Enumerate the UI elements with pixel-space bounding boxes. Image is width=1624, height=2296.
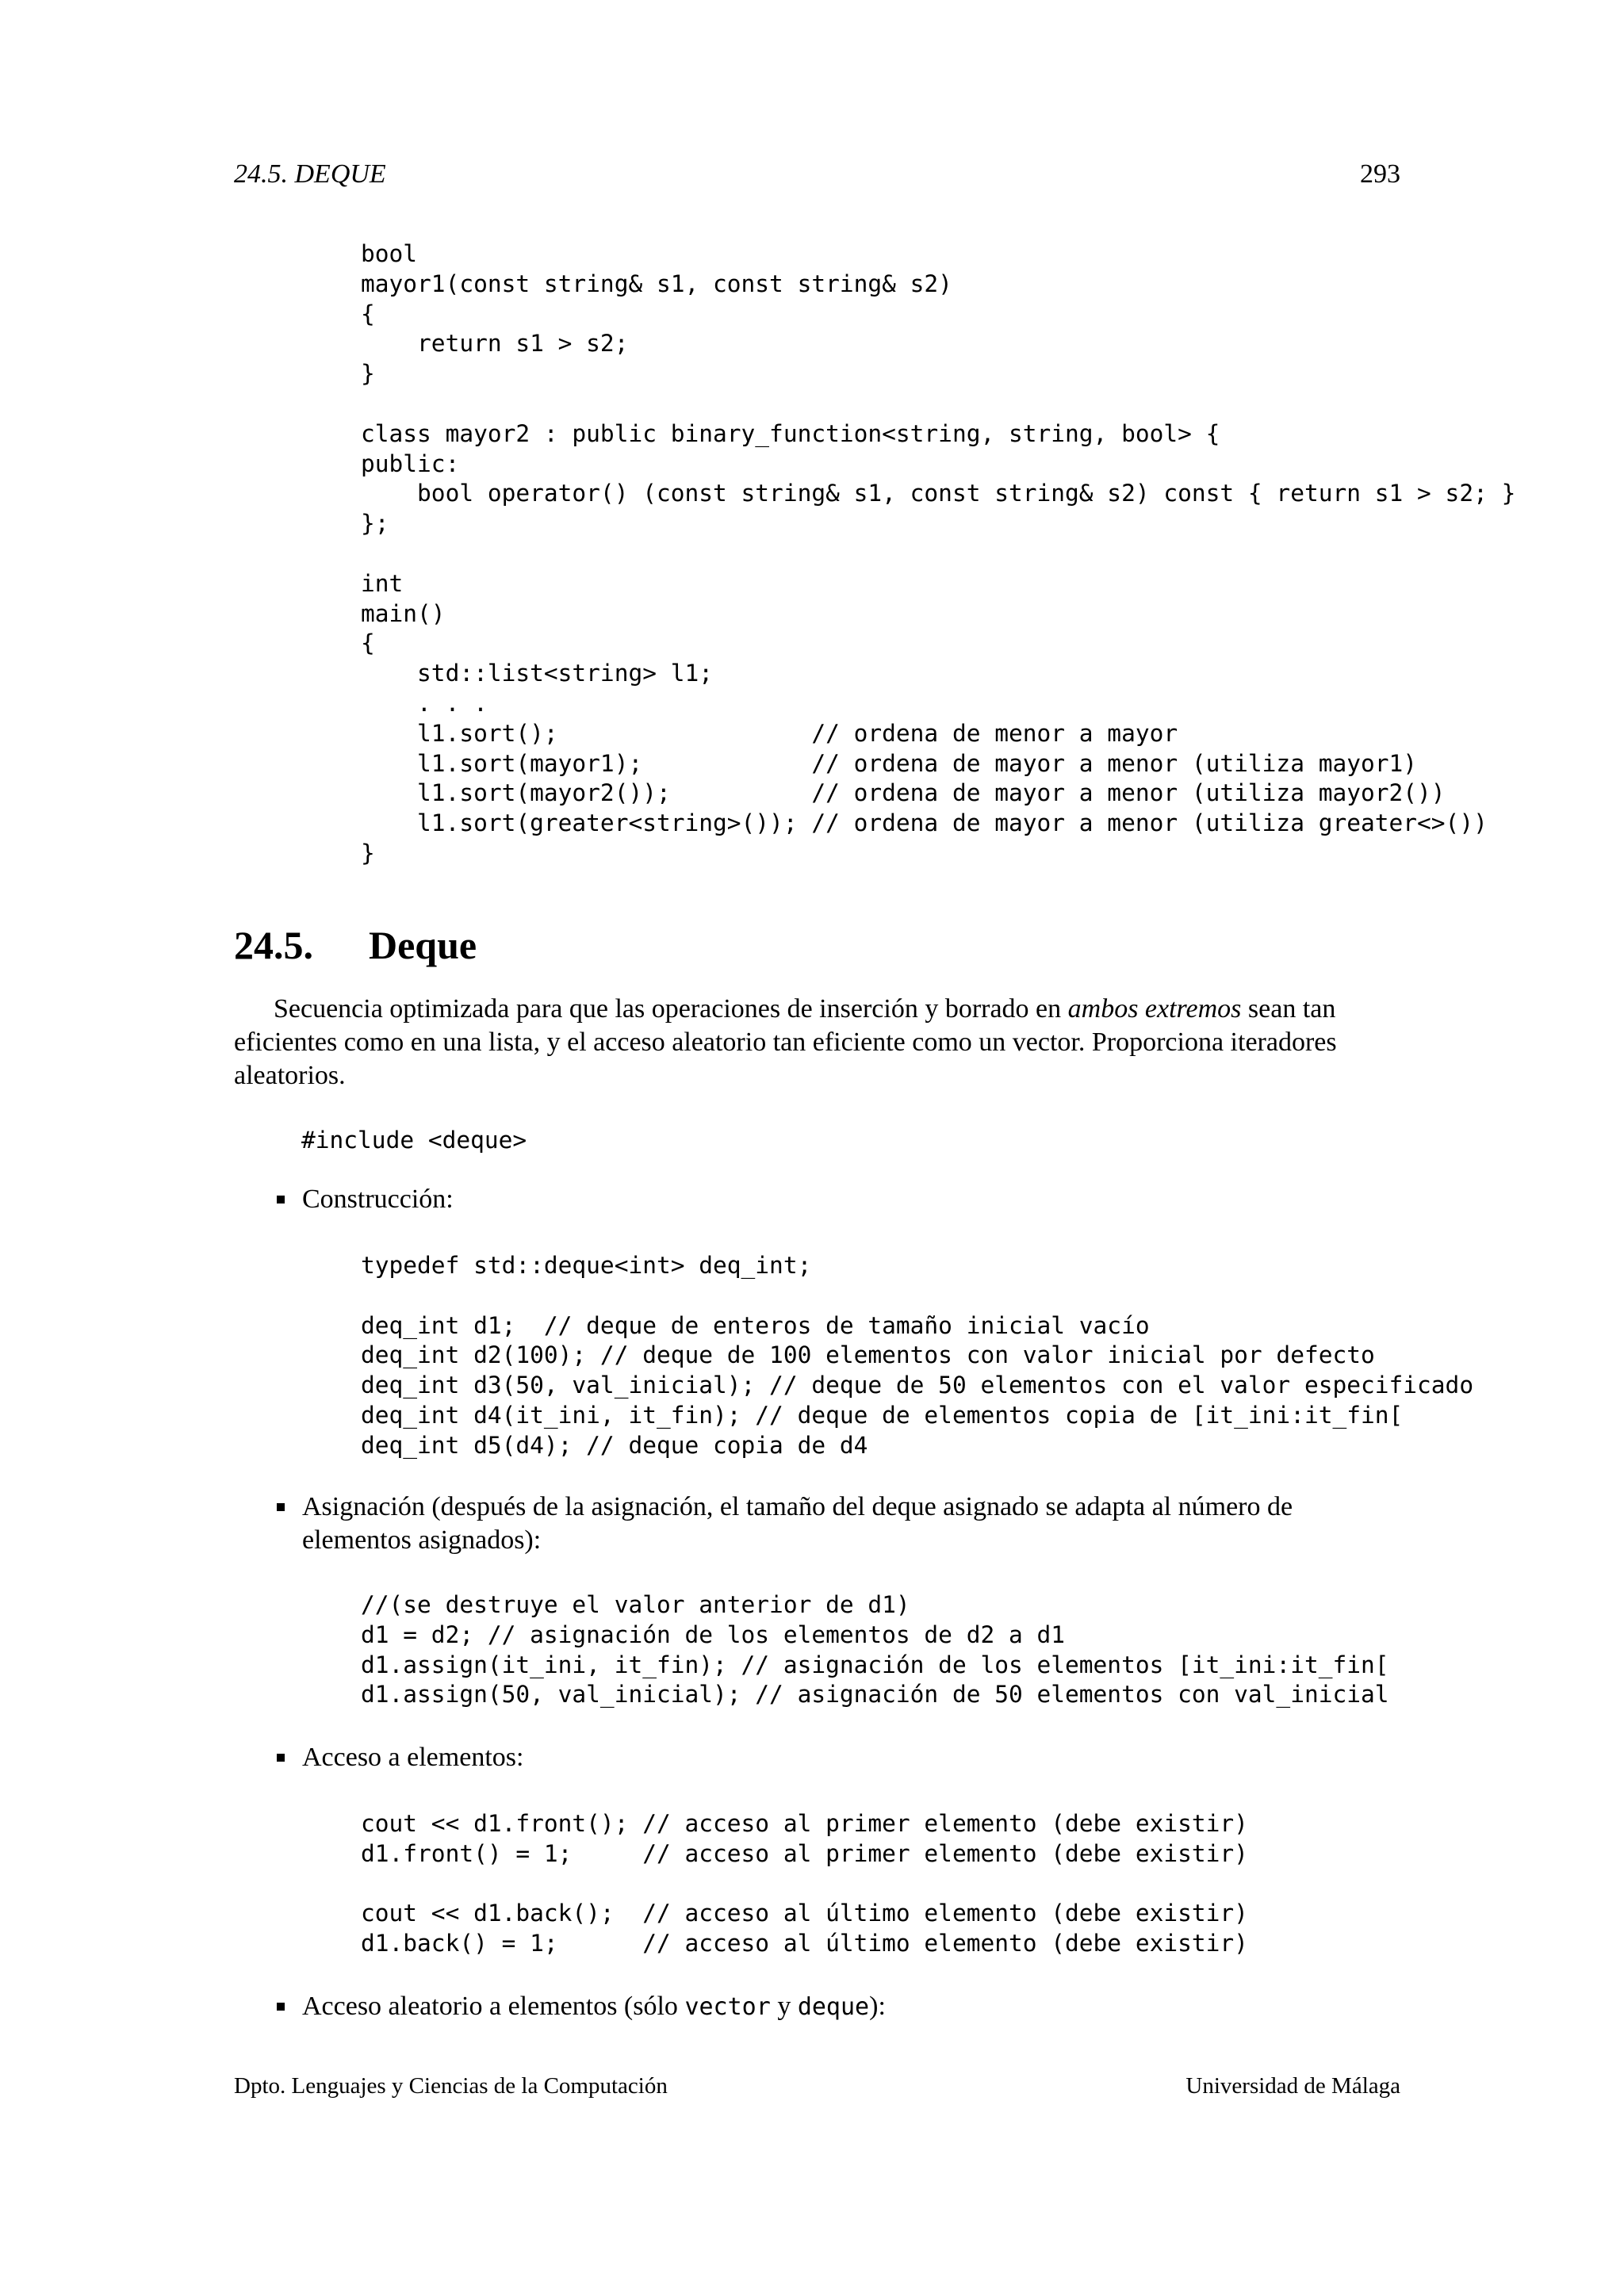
- intro-emphasis: ambos extremos: [1067, 994, 1242, 1024]
- inline-code-vector: vector: [684, 1993, 771, 2021]
- include-directive: #include <deque>: [301, 1127, 527, 1154]
- section-title: Deque: [369, 923, 477, 967]
- page-number: 293: [1360, 159, 1400, 189]
- bullet-label: Asignación (después de la asignación, el tamaño del deque asignado se adapta al número de elementos asignados):: [302, 1492, 1293, 1555]
- bullet-label: [302, 1990, 1403, 2024]
- bullet-label-mid: y: [770, 1992, 798, 2021]
- page-footer: [234, 2071, 1400, 2101]
- bullet-label-after: ):: [869, 1992, 886, 2021]
- section-heading: [234, 921, 477, 969]
- code-block-asignacion: //(se destruye el valor anterior de d1) d1 = d2; // asignación de los elementos de d2 a d1 d1.assign(it_ini, it_fin); // asignación de los elementos [it_ini:it_fin[ d1.assign(50, val_inicial); // asignación de 50 elementos con val_inicial: [361, 1591, 1389, 1709]
- bullet-marker: [277, 1503, 285, 1511]
- bullet-label-before: Acceso aleatorio a elementos (sólo: [302, 1992, 685, 2021]
- code-block-acceso: cout << d1.front(); // acceso al primer elemento (debe existir) d1.front() = 1; // acceso al primer elemento (debe existir) cout << d1.back(); // acceso al último elemento (debe existir) d1.back() = 1; // acceso al último elemento (debe existir): [361, 1810, 1248, 1957]
- running-header: [234, 157, 1400, 192]
- bullet-construccion: [277, 1183, 1403, 1216]
- bullet-marker: [277, 1196, 285, 1203]
- inline-code-deque: deque: [797, 1993, 870, 2021]
- footer-left: Dpto. Lenguajes y Ciencias de la Computación: [234, 2073, 668, 2099]
- footer-right: Universidad de Málaga: [1185, 2073, 1400, 2099]
- header-section-title: 24.5. DEQUE: [234, 159, 386, 189]
- intro-text-before: Secuencia optimizada para que las operaciones de inserción y borrado en: [274, 994, 1068, 1024]
- bullet-acceso-aleatorio: [277, 1990, 1403, 2024]
- bullet-label: Construcción:: [302, 1184, 454, 1214]
- intro-paragraph: [234, 993, 1401, 1093]
- intro-text-after: sean tan eficientes como en una lista, y el acceso aleatorio tan eficiente como un vector. Proporciona iteradores aleatorios.: [234, 994, 1337, 1090]
- bullet-marker: [277, 2003, 285, 2011]
- bullet-marker: [277, 1754, 285, 1762]
- code-block-sort-example: bool mayor1(const string& s1, const string& s2) { return s1 > s2; } class mayor2 : public binary_function<string, string, bool> { public: bool operator() (const string& s1, const string& s2) const { return s1 > s2; } }; int main() { std::list<string> l1; . . . l1.sort(); // ordena de menor a mayor l1.sort(mayor1); // ordena de mayor a menor (utiliza mayor1) l1.sort(mayor2()); // ordena de mayor a menor (utiliza mayor2()) l1.sort(greater<string>()); // ordena de mayor a menor (utiliza greater<>()) }: [361, 240, 1516, 867]
- bullet-acceso-elementos: [277, 1741, 1403, 1774]
- code-block-construccion: typedef std::deque<int> deq_int; deq_int d1; // deque de enteros de tamaño inicial vacío deq_int d2(100); // deque de 100 elementos con valor inicial por defecto deq_int d3(50, val_inicial); // deque de 50 elementos con el valor especificado deq_int d4(it_ini, it_fin); // deque de elementos copia de [it_ini:it_fin[ deq_int d5(d4); // deque copia de d4: [361, 1252, 1474, 1459]
- bullet-asignacion: [277, 1490, 1403, 1557]
- bullet-label: Acceso a elementos:: [302, 1743, 524, 1772]
- section-number: 24.5.: [234, 923, 313, 967]
